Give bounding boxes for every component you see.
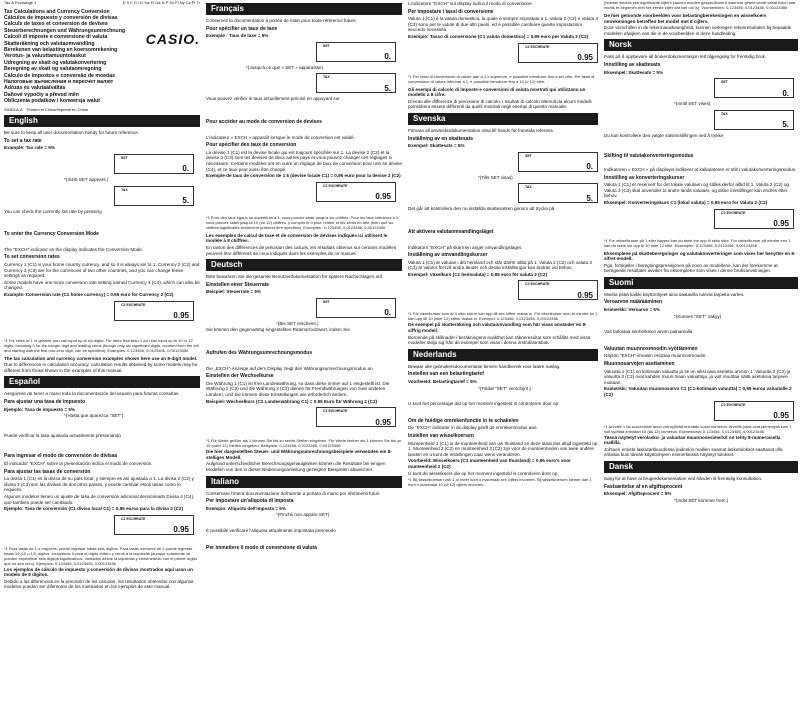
suomi-rates-text: Valuutta 1 (C1) on kotimaan valuutta ja se on siksi aina asetettu arvoon 1. Valuutta 2 (C2) ja valuutta 3 (C3) ovat kahden muun maan valuuttoja, ja voit muuttaa näitä asetuksia tarpeen mukaan. [604, 368, 791, 385]
suomi-example: Esimerkki: Veroarvo = 5% [604, 307, 661, 313]
espanol-example: Ejemplo: Tasa de impuesto = 5% [4, 406, 76, 412]
nederlands-set-note: *(Totdat "SET" verschijnt.) [478, 385, 531, 391]
francais-intro: Conservez la documentation à portée de main pour toute référence future. [206, 18, 357, 23]
title-list [4, 9, 125, 105]
display-label: C2 EXCHRATE [121, 302, 146, 307]
title-line: Skatteräkning och valutaomvandling [4, 40, 95, 47]
deutsch-rates-heading: Einstellen der Wechselkurse [206, 373, 274, 380]
espanol-set-heading: Para ajustar una tasa de impuesto [4, 398, 86, 405]
display-label: TAX [121, 187, 128, 192]
display-exchrate [518, 43, 598, 63]
section-header-francais: Français [206, 3, 402, 15]
norsk-rates-text: Valuta 1 (C1) er reservert for det lokale valutaen og stilles derfor alltid til 1. Valuta 2 (C2) og Valuta 3 (C3) skal anvendes to andre lands valutaer, og disse innstillinger kan endres etter behov. [604, 182, 789, 199]
display-value: 0.95 [375, 192, 391, 202]
suomi-footnote: *1 Arvoille 1 tai suuremmat arvot voit syöttää enintään kuusi numeroa. Arvoille jotka ovat pienempiä kuin 1 voit syöttää enintään 10 (tai 12) numeroa. Esimerkkejä: 0,123456, 0,0123456, 0,00123456 [604, 423, 792, 434]
english-conv-text: Currency 1 (C1) is your home country currency, and so it is always set to 1. Currency 2 (C2) and Currency 3 (C3) are for the currencies of two other countries, and you can change these settings as required. [4, 262, 200, 279]
norsk-rates-heading: Innstilling av konverteringskurser [604, 174, 685, 181]
francais-calc-note: Les exemples de calcul de taxe et de conversion de devises indiqués ici utilisent le modèle à 8 chiffres. [206, 232, 388, 244]
section-header-dansk: Dansk [604, 461, 798, 473]
dansk-set-heading: Fastsættelse af en afgiftsprocent [604, 483, 683, 490]
title-line: Calcoli di imposte e conversione di valuta [4, 34, 108, 41]
deutsch-calc-note: Die hier dargestellten Steuer- und Währungsumrechnungsbeispiele verwenden ein 8-stelliges Modell. [206, 449, 392, 460]
title-line: Verotus- ja valuuttamuuntolaskut [4, 53, 86, 60]
display-exchrate [518, 280, 598, 300]
display-value: 0.95 [375, 417, 391, 427]
svenska-mode-heading: Att aktivera valutaomvandlingsläget [408, 228, 494, 235]
english-intro: Be sure to keep all user documentation handy for future reference. [4, 130, 140, 136]
display-value: 5. [586, 193, 593, 203]
nederlands-calc-note: De hier getoonde voorbeelden voor belastingberekeningen en wisselkoers omrekeningen betreffen het model met 8 cijfers. [604, 13, 767, 24]
column-3 [408, 0, 598, 706]
svenska-set-note: *(Tills SET visas) [478, 174, 513, 180]
deutsch-set-note: *(Bis SET erscheint.) [276, 320, 319, 326]
dansk-set-note: *(Indtil SET kommer frem.) [674, 497, 729, 503]
display-label: SET [323, 299, 330, 304]
english-exch-note: The "EXCH" indicator on the display indicates the Conversion Mode. [4, 246, 144, 252]
display-value: 0. [586, 162, 593, 172]
francais-set-note: *(Jusqu'à ce que « SET » apparaisse) [246, 64, 324, 70]
doc-header-left: Tax & Exchange 1 [4, 0, 37, 5]
title-line: Obliczenia podatków i konwersja walut [4, 98, 100, 105]
espanol-exch: El indicador "EXCH" sobre la presentación indica el modo de conversión. [4, 460, 153, 466]
francais-example: Exemple : Taux de taxe = 5% [206, 33, 269, 39]
title-line: Beregning av skatt og valutaomregning [4, 66, 102, 73]
display-exchrate [316, 407, 396, 427]
norsk-footnote: *1 For vekselkurser på 1 eller høyere kan du taste inn opp til seks sifre. For vekselkurser på mindre enn 1 kan du taste inn opp til 10 eller 12 sifre. Eksempler: 0,123456, 0,0123456, 0,00123456 [604, 237, 791, 248]
italiano-mode-heading: Per immettere il modo di conversione di valuta [206, 544, 317, 551]
deutsch-check: Sie können den gegenwärtig eingestellten Ratenschutzwert, indem Sie [206, 327, 350, 333]
english-set-conv-heading: To set conversion rates [4, 254, 60, 261]
nederlands-check: U kunt het percentage dat op het moment ingesteld is controleren door op [408, 401, 559, 407]
espanol-rates-text: La divisa 1 (C1) es la divisa de su país local, y siempre es así ajustada a 1. La divisa 2 (C2) y divisa 3 (C3) son las divisas de dos otros países, y puede cambiar estos tasas como lo requiera. [4, 476, 194, 493]
svenska-check: Det går att kontrollera den nu inställda skattesatsen genom att trycka på [408, 206, 555, 212]
section-header-norsk: Norsk [604, 39, 798, 51]
section-header-deutsch: Deutsch [206, 259, 402, 271]
display-value: 0. [182, 164, 189, 174]
display-value: 0.95 [773, 411, 789, 420]
english-footnote: *1 For rates of 1 or greater, you can input up to six digits. For rates less than 1 you can input up to 10 or 12 digits, including 0 for the integer digit and leading zeros (though only six significant digits, counted from the left and starting with the first non-zero digit, can be specified). Examples: 0.123456, 0.0123456, 0.00123456 [4, 337, 199, 353]
nederlands-footnote-cont: (hoewel slechts zes significante cijfers kunnen worden gespecificeerd wanneer geteld wordt vanaf links naar rechts te beginnen met het eerste cijfer dat niet nul is). Voorbeelden: 0,123456, 0,0123456, 0,00123456 [604, 0, 796, 10]
italiano-exch: L'indicatore "EXCH" sul display indica il modo di conversione. [408, 1, 533, 6]
model-number: SX801A-A [4, 106, 23, 112]
nederlands-example2: Voorbeeld: Wisselkoers (C1 munteenheid van thuisland) = 0,95 euro's voor munteenheid 2 (C2) [408, 458, 571, 469]
espanol-rates-heading: Para ajustar las tasas de conversión [4, 468, 91, 475]
display-exchrate [714, 209, 794, 229]
display-set [518, 152, 598, 172]
espanol-check: Puede verificar la tasa ajustada actualmente presionando [4, 432, 121, 438]
italiano-example: Esempio: Aliquota dell'imposta = 5% [206, 505, 286, 511]
display-value: 0.95 [577, 52, 593, 62]
section-header-espanol: Español [4, 376, 200, 388]
display-exchrate [316, 182, 396, 202]
section-header-english: English [4, 115, 200, 127]
svenska-set-heading: Inställning av en skattesats [408, 135, 474, 142]
norsk-mode-heading: Skifting til valutakonverteringsmodus [604, 153, 694, 160]
suomi-mode-heading: Valuutan muunnosmoodin syöttäminen [604, 345, 698, 352]
italiano-rates-heading: Per impostare i tassi di conversione [408, 8, 494, 15]
nederlands-mode-heading: Om de huidige omrekenfunctie in te schakelen [408, 417, 519, 424]
francais-set-heading: Pour spécifier un taux de taxe [206, 25, 278, 32]
svenska-intro: Förvara all användardokumentation nära till hands för framtida referens. [408, 127, 555, 133]
display-label: TAX [721, 111, 728, 116]
doc-header [4, 0, 200, 6]
norsk-set-heading: Innstilling av skattesats [604, 61, 661, 68]
espanol-example2: Ejemplo: Tasa de conversión (C1 divisa local C1) = 0,95 euros para la divisa 2 (C2) [4, 506, 184, 512]
francais-rates-text: La devise 1 (C1) est la devise locale qui est toujours spécifiée sur 1. La devise 2 (C2) et la devise 3 (C3) sont les devises de deux autres pays et vous pouvez changer ces réglages si nécessaire. Certains modèles ont en outre un réglage de taux de conversion pour une 4e devise (C4), et ce taux peut aussi être changé. [206, 149, 402, 172]
nederlands-set-heading: Instellen van een belastingtarief [408, 371, 484, 378]
display-label: SET [323, 43, 330, 48]
espanol-calc-note: Los ejemplos de cálculo de impuesto y conversión de divisas mostrados aquí usan un modelo de 8 dígitos. [4, 566, 193, 578]
display-value: 0.95 [577, 290, 593, 300]
deutsch-example2: Beispiel: Wechselkurs (C1 Landeswährung C1) = 0,95 Euro für Währung 2 (C2) [206, 398, 378, 404]
italiano-footnote: *1 Per tassi di conversione di valore pari a 1 o superiore, è possibile introdurre fino a sei cifre. Per tassi di conversione di valore inferiore a 1, è possibile introdurre fino a 10 (o 12) cifre. [408, 73, 595, 84]
display-set [714, 78, 794, 98]
display-value: 5. [782, 120, 789, 130]
svenska-rates-heading: Inställning av omvandlingskurser [408, 252, 488, 259]
display-exchrate [714, 401, 794, 421]
nederlands-exch: De "EXCH" indicator in de display geeft de omrekenmodus aan. [408, 425, 538, 431]
nederlands-intro: Bewaar alle gebruikersdocumentatie binnen handbereik voor latere naslag. [408, 363, 561, 369]
norsk-calc-note: Eksemplene på skatteberegninger og valutakonverteringer som vises her benytter en 8-sifret modell. [604, 250, 796, 262]
nederlands-rates-heading: Instellen van wisselkoersen [408, 433, 474, 439]
norsk-example: Eksempel: Skattesats = 5% [604, 69, 664, 75]
svenska-exch: Indikatorn "EXCH" på skärmen anger omvandlingsläget. [408, 244, 523, 250]
svenska-rates-text: Valuta 1 (C1) är valutan i ditt hemland och står därför alltid på 1. Valuta 2 (C2) och valuta 3 (C3) är valutor för två andra länder och dessa inställningar kan ändras vid behov. [408, 259, 592, 271]
francais-footnote: *1 Pour des taux égaux ou supérieurs à 1, vous pouvez saisir jusqu'à six chiffres. Pour les taux inférieurs à 1, vous pouvez saisir jusqu'à 10 (ou 12) chiffres, y compris le 0 pour l'entier et les zéros en tête (bien que six chiffres significatifs seulement puissent être spécifiés). Exemples : 0,123456, 0,0123456, 0,00123456 [206, 214, 400, 230]
english-differ: Due to differences in calculation accuracy, calculation results obtained by some models may be different from those shown in the examples of this manual. [4, 362, 198, 373]
display-tax [518, 183, 598, 203]
nederlands-rates-text: Munteenheid 1 (C1) is de munteenheid van uw thuisland en deze staat dus altijd ingesteld op 1. Munteenheid 2 (C2) en munteenheid 3 (C3) zijn voor de munteenheden van twee andere landen en u kunt de instellingen naar wens veranderen. [408, 440, 598, 457]
italiano-check: È possibile verificare l'aliquota attualmente impostata premendo [206, 527, 336, 533]
printed-in: Printed in China/Imprimé en Chine [26, 106, 89, 112]
suomi-intro: Muista pitää kaikki käyttöohjeet aina saatavilla tulevia tarpeita varten. [604, 291, 745, 297]
francais-mode-heading: Pour accéder au mode de conversion de devises [206, 118, 322, 125]
suomi-rates-heading: Muunnosarvojen asettaminen [604, 361, 675, 368]
column-1 [4, 0, 200, 706]
display-set [114, 154, 194, 174]
display-exchrate [114, 515, 194, 535]
suomi-exch: Näytön "EXCH"-ilmaisin osoittaa muunnosmoodin. [604, 353, 707, 359]
display-value: 0.95 [173, 311, 189, 320]
section-header-nederlands: Nederlands [408, 349, 598, 361]
suomi-set-note: *(Kunnes "SET" näkyy) [674, 313, 722, 319]
francais-check: Vous pouvez vérifier le taux actuellement précisé en appuyant sur [206, 96, 340, 102]
display-tax [114, 186, 194, 206]
display-value: 0. [384, 308, 391, 318]
title-line: Berekenen van belasting en koersomrekening [4, 47, 118, 54]
display-value: 0. [384, 52, 391, 62]
svenska-footnote: *1 För växelkurser som är 1 eller större kan upp till sex siffror matas in. För växelkurser som är mindre än 1 kan upp till 10 (eller 12) siffror matas in. Exempel: 0,123456, 0,0123456, 0,00123456 [408, 311, 598, 322]
display-set [316, 298, 396, 318]
nederlands-check2: U kunt de wisselkoers die op het moment ingesteld is controleren door op [408, 470, 558, 476]
column-2 [206, 0, 402, 706]
deutsch-exch: Die „EXCH"-Anzeige auf dem Display zeigt den Währungsumrechnungsmodus an. [206, 365, 374, 371]
title-line: Daňové výpočty a převod měn [4, 91, 79, 98]
norsk-check: Du kan kontrollere den valgte satsinnstillingen ved å trykke [604, 132, 724, 138]
display-tax [714, 110, 794, 130]
italiano-set-heading: Per impostare un'aliquota di imposta [206, 498, 294, 505]
norsk-example2: Eksempel: Konverteringskurs C1 (lokal valuta) = 0,95 euro for Valuta 2 (C2) [604, 199, 768, 205]
suomi-example2: Esimerkki: Valuutan muunnosarvo C1 (C1-kotimaan valuutta) = 0,95 euroa valuutalle 2 (C2) [604, 386, 792, 397]
suomi-differ: Johtuen eroista laskutarkkuudessa joidenkin mallien saamat laskutulokset saattavat olla erilaisia kuin tämän käyttöohjeen esimerkeissä näytetyt tulokset. [604, 446, 783, 458]
espanol-differ: Debido a las diferencias en la precisión de los cálculos, los resultados obtenidos con algunos modelos pueden ser diferentes de los mostrados en los ejemplos de este manual. [4, 578, 194, 590]
deutsch-footnote: *1 Für Werte größer als 1 können Sie bis zu sechs Stellen eingeben. Für Werte kleiner als 1 können Sie bis zu 10 (oder 12) Stellen eingeben. Beispiele: 0,123456, 0,0123456, 0,00123456 [206, 438, 402, 449]
title-line: Adózás és valutaátváltás [4, 85, 66, 92]
display-label: SET [721, 80, 728, 85]
norsk-differ: Pga. forskjeller i beregningspresisjonen på noen av modellene, kan det forekomme at beregnede resultater avviker fra eksemplene som vises i denne bruksanvisningen. [604, 262, 778, 274]
italiano-rates-text: Valuta 1 (C1) è la valuta domestica, la quale è sempre impostata a 1. Valuta 2 (C2) e Valuta 3 (C3) sono per le valute di due altri paesi, ed è possibile cambiare queste impostazioni secondo necessità. [408, 16, 598, 33]
svenska-differ: Beroende på skillnader i beräkningens exakthet kan räkneresultat som erhållits med vissa modeller skilja sig från de exempel som visas i denna instruktionsbok. [408, 334, 591, 346]
display-label: C2 EXCHRATE [721, 402, 746, 407]
nederlands-example: Voorbeeld: Belastingtarief = 5% [408, 379, 477, 385]
svenska-calc-note: De exempel på skatteräkning och valutaomvandling som här visas använder en 8-siffrig modell. [408, 322, 587, 334]
display-label: TAX [323, 75, 330, 80]
title-line: Calculs de taxes et conversion de devises [4, 21, 108, 28]
espanol-footnote: *1 Para tasas de 1 o mayores, puede ingresar hasta seis dígitos. Para tasas menores de 1 puede ingresar hasta 10 (10 o 12) dígitos, incluyendo 0 para el dígito entero y ceros a la izquierda (aunque solamente se pueden especificar seis dígitos significativos, contados desde la izquierda y comenzando con el primer dígito que no sea cero). Ejemplos: 0,123456, 0,0123456, 0,00123456 [4, 545, 197, 566]
english-check-note: You can check the currently set rate by pressing [4, 208, 102, 214]
deutsch-example: Beispiel: Steuerrate = 5% [206, 289, 262, 295]
display-value: 5. [182, 196, 189, 206]
title-line: Steuerberechnungen und Währungsumrechnung [4, 27, 126, 34]
deutsch-mode-heading: Aufrufen des Währungsumrechnungsmodus [206, 350, 313, 357]
english-conv-text2: Some models have one more conversion rate setting named Currency 4 (C4), which can also be changed. [4, 279, 200, 291]
francais-rates-heading: Pour spécifier des taux de conversion [206, 142, 297, 149]
display-value: 0.95 [173, 525, 189, 535]
deutsch-differ: Aufgrund unterschiedlicher Berechnungsgenauigkeiten können die Resultate bei einigen Modellen von den in dieser Bedienungsanleitung gezeigten Beispielen abweichen. [206, 461, 386, 472]
section-header-italiano: Italiano [206, 476, 402, 488]
espanol-intro: Asegúrese de tener a mano toda la documentación del usuario para futuras consultas. [4, 391, 180, 397]
dansk-intro: Sørg for at have al brugerdokumentation ved hånden til fremtidig konsultation. [604, 475, 763, 481]
italiano-intro: Conservare l'intera documentazione dell'utente a portata di mano per riferimenti futuri. [206, 490, 381, 496]
column-4 [604, 0, 798, 706]
english-set-tax-heading: To set a tax rate [4, 137, 42, 144]
italiano-set-note: *(Finché non appare SET) [276, 512, 330, 518]
display-label: C2 EXCHRATE [525, 282, 550, 287]
title-line: Cálculos de impuesto y conversión de divisas [4, 15, 118, 21]
suomi-set-heading: Veroarvon määrääminen [604, 299, 663, 306]
espanol-set-note: *(Hasta que aparezca "SET") [64, 413, 124, 419]
english-tax-example: Example: Tax rate = 5% [4, 145, 55, 151]
english-conv-example: Example: Conversion rate (C1 home currency) = 0.95 euro for Currency 2 (C2) [4, 292, 174, 297]
title-line: Tax Calculations and Currency Conversion [4, 8, 110, 15]
italiano-calc-note: Gli esempi di calcolo di imposte e conversioni di valuta mostrati qui utilizzano un modello a 8 cifre. [408, 86, 586, 98]
display-set [316, 42, 396, 62]
title-line: Налоговые вычисления и пересчет валют [4, 79, 114, 86]
display-label: C2 EXCHRATE [721, 210, 746, 215]
display-label: SET [121, 156, 128, 161]
section-header-svenska: Svenska [408, 113, 598, 125]
title-line: Udregning av skatt og valutakonvertering [4, 59, 107, 66]
display-label: SET [525, 153, 532, 158]
language-list: E S F G I D Sw Fi Da N P Sv Pi Ny Cz Pl Tr [122, 0, 200, 5]
espanol-mode-heading: Para ingresar el modo de conversión de divisas [4, 453, 118, 460]
display-value: 5. [384, 83, 391, 93]
english-set-note: *(3/4/5 SET appears.) [64, 177, 109, 183]
espanol-rates-text2: Algunos modelos tienen un ajuste de tasa de conversión adicional denominado Divisa 4 (C4), que también puede ser cambiado. [4, 493, 195, 505]
deutsch-set-heading: Einstellen einer Steuerrate [206, 281, 270, 288]
svenska-example2: Exempel: Växelkurs (C1 hemvaluta) = 0,95 euro för valuta 2 (C2) [408, 271, 548, 277]
english-tax-note: The tax calculation and currency conversion examples shown here use an 8-digit model. [4, 355, 198, 361]
italiano-differ: Dovuto alle differenze di precisione di calcolo, i risultati di calcolo ottenuti da alcuni modelli potrebbero essere differenti da quelli mostrati negli esempi di questo manuale. [408, 98, 592, 110]
display-label: C2 EXCHRATE [323, 183, 348, 188]
deutsch-rates-text: Die Währung 1 (C1) ist Ihre Landeswährung, so dass diese immer auf 1 eingestellt ist. Die Währung 2 (C2) und die Währung 3 (C3) dienen für Fremdwährungen von zwei anderen Ländern, und Sie können diese Einstellungen wie erforderlich ändern. [206, 380, 390, 398]
display-label: C2 EXCHRATE [525, 44, 550, 49]
suomi-calc-note: Tässä näytetyt verolasku- ja valuutan muunnosesimerkit on tehty 8-numeroisella mallilla. [604, 434, 781, 446]
suomi-check: Voit tarkistaa senhetkisen arvon painamalla [604, 329, 693, 335]
display-exchrate [114, 301, 194, 321]
dansk-example: Eksempel: Afgiftsprocent = 5% [604, 491, 672, 497]
casio-logo: CASIO. [145, 30, 200, 47]
logo-area [146, 9, 200, 105]
nederlands-footnote: *1 Bij wisselkoersen van 1 of meer kunt u maximaal zes cijfers invoeren. Bij wisselkoersen kleiner dan 1 kunt u maximaal 10 (of 12) cijfers invoeren. [408, 477, 592, 488]
norsk-set-note: *(Inntil SET vises) [674, 101, 711, 107]
section-header-suomi: Suomi [604, 277, 798, 289]
display-tax [316, 73, 396, 93]
francais-exch: L'indicateur « EXCH » apparaît lorsque le mode de conversion est validé. [206, 134, 355, 140]
display-label: C2 EXCHRATE [323, 409, 348, 414]
francais-differ: En raison des différences de précision des calculs, les résultats obtenus sur certains modèles peuvent être différents de ceux indiqués dans les exemples de ce manuel. [206, 244, 397, 256]
italiano-example2: Esempio: Tasso di conversione (C1 valuta domestica) = 0,95 euro per Valuta 2 (C2) [408, 33, 589, 39]
norsk-exch: Indikatoren « EXCH » på displayet indikerer at kalkulatoren er stilt i valutakonverteringsmodus. [604, 166, 797, 172]
model-line [4, 107, 200, 113]
display-label: C2 EXCHRATE [121, 516, 146, 521]
english-enter-mode-heading: To enter the Currency Conversion Mode [4, 231, 99, 238]
display-value: 0. [782, 88, 789, 98]
norsk-intro: Pass på å oppbevare all brukerdokumentasjon lett tilgjengelig for fremtidig bruk. [604, 54, 767, 60]
display-value: 0.95 [773, 218, 789, 228]
nederlands-differ: Door verschillen in de rekennauwkeurigheid, kunnen verkregen rekenresultaten bij bepaalde modellen afwijken van die in de voorbeelden in deze handleiding. [604, 25, 792, 36]
display-label: TAX [525, 185, 532, 190]
francais-example2: Exemple de taux de conversion de 1 $ (devise locale C1) = 0,95 euro pour la devise 2 (C2) [206, 173, 401, 179]
svenska-example: Exempel: Skattesats = 5% [408, 143, 465, 149]
title-line: Cálculo de impostos e conversão de moedas [4, 72, 115, 79]
deutsch-intro: Bitte bewahren Sie die gesamte Benutzerdokumentation für spätere Nachschlagen auf. [206, 274, 384, 280]
